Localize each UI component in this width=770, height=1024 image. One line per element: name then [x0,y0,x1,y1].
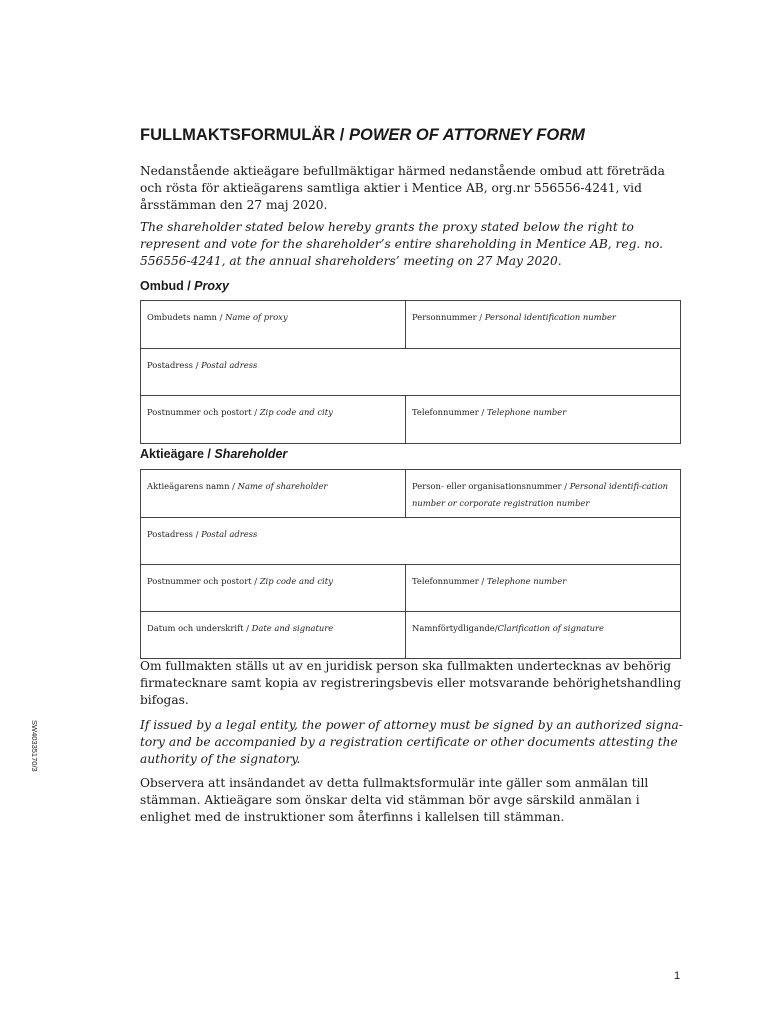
shareholder-name-field[interactable] [141,470,406,517]
proxy-form-table [140,300,681,444]
title-separator: / [335,126,349,144]
shareholder-heading-separator: / [203,447,215,461]
proxy-heading-separator: / [183,279,195,293]
proxy-heading [140,279,229,293]
proxy-phone-label-en: Telephone number [486,407,567,417]
label-separator: / [478,407,487,417]
page-title [140,126,700,145]
shareholder-clarification-label-en: Clarification of signature [497,623,604,633]
shareholder-clarification-field[interactable] [406,612,680,658]
label-separator: / [192,360,202,370]
shareholder-address-label-en: Postal adress [201,529,258,539]
intro-swedish: Nedanstående aktieägare befullmäktigar härmed nedanstående ombud att företräda och rösta för aktieägarens samtliga aktier i Mentice AB, org.nr 556556-4241, vid årsstämman den 27 maj 2020. [140,164,665,212]
label-separator: / [243,623,252,633]
shareholder-phone-label-en: Telephone number [486,576,567,586]
label-separator: / [561,481,570,491]
label-separator: / [216,312,226,322]
shareholder-zip-label-sv: Postnummer och postort [147,576,252,586]
label-separator: / [251,407,260,417]
shareholder-clarification-label-sv: Namnförtydligande [412,623,495,633]
proxy-address-label-en: Postal adress [201,360,258,370]
shareholder-row-signature [141,612,680,659]
proxy-name-label-sv: Ombudets namn [147,312,217,322]
proxy-name-field[interactable] [141,301,406,348]
shareholder-row-address [141,518,680,565]
title-english: POWER OF ATTORNEY FORM [348,126,585,144]
shareholder-heading [140,447,287,461]
shareholder-heading-english: Shareholder [214,447,288,461]
proxy-pin-field[interactable] [406,301,680,348]
shareholder-form-table [140,469,681,659]
label-separator: / [229,481,238,491]
shareholder-row-zip [141,565,680,612]
proxy-heading-swedish: Ombud [140,279,184,293]
shareholder-address-field[interactable] [141,518,680,564]
label-separator: / [476,312,485,322]
proxy-row-name [141,301,680,349]
shareholder-name-label-sv: Aktieägarens namn [147,481,230,491]
proxy-name-label-en: Name of proxy [225,312,288,322]
registration-notice: Observera att insändandet av detta fullmaktsformulär inte gäller som anmälan till stämman. Aktieägare som önskar delta vid stämman bör avge särskild anmälan i enlighet med de instruktioner som återfinns i kallelsen till stämman. [140,776,649,824]
shareholder-zip-label-en: Zip code and city [259,576,333,586]
proxy-phone-field[interactable] [406,396,680,443]
proxy-heading-english: Proxy [194,279,229,293]
shareholder-heading-swedish: Aktieägare [140,447,204,461]
page-number: 1 [674,970,681,982]
shareholder-phone-field[interactable] [406,565,680,611]
label-slash: / [494,623,498,633]
proxy-address-label-sv: Postadress [147,360,193,370]
label-separator: / [478,576,487,586]
label-separator: / [192,529,202,539]
proxy-row-zip [141,396,680,444]
legal-entity-swedish: Om fullmakten ställs ut av en juridisk person ska fullmakten undertecknas av behörig firmatecknare samt kopia av registreringsbevis eller motsvarande behörighetshandling bifogas. [140,659,682,707]
shareholder-date-label-en: Date and signature [251,623,334,633]
proxy-address-field[interactable] [141,349,680,395]
shareholder-address-label-sv: Postadress [147,529,193,539]
proxy-row-address [141,349,680,396]
shareholder-name-label-en: Name of shareholder [237,481,328,491]
proxy-phone-label-sv: Telefonnummer [412,407,479,417]
shareholder-date-signature-field[interactable] [141,612,406,658]
shareholder-id-label-sv: Person- eller organisationsnummer [412,481,562,491]
proxy-pin-label-en: Personal identification number [484,312,616,322]
legal-entity-english: If issued by a legal entity, the power of attorney must be signed by an authorized signa-tory and be accompanied by a registration certificate or other documents attesting the authority of the signatory. [140,718,683,766]
shareholder-zip-field[interactable] [141,565,406,611]
shareholder-phone-label-sv: Telefonnummer [412,576,479,586]
shareholder-id-label-en: Personal identifi-cation number or corporate registration number [412,481,669,508]
title-swedish: FULLMAKTSFORMULÄR [140,126,336,144]
proxy-zip-field[interactable] [141,396,406,443]
shareholder-row-name [141,470,680,518]
document-side-code: SW40335170/3 [30,720,39,772]
proxy-pin-label-sv: Personnummer [412,312,477,322]
proxy-zip-label-sv: Postnummer och postort [147,407,252,417]
intro-english: The shareholder stated below hereby grants the proxy stated below the right to represent and vote for the shareholder’s entire shareholding in Mentice AB, reg. no. 556556-4241, at the annual shareholders’ meeting on 27 May 2020. [140,220,663,268]
proxy-zip-label-en: Zip code and city [259,407,333,417]
label-separator: / [251,576,260,586]
shareholder-date-label-sv: Datum och underskrift [147,623,244,633]
shareholder-id-field[interactable] [406,470,680,517]
